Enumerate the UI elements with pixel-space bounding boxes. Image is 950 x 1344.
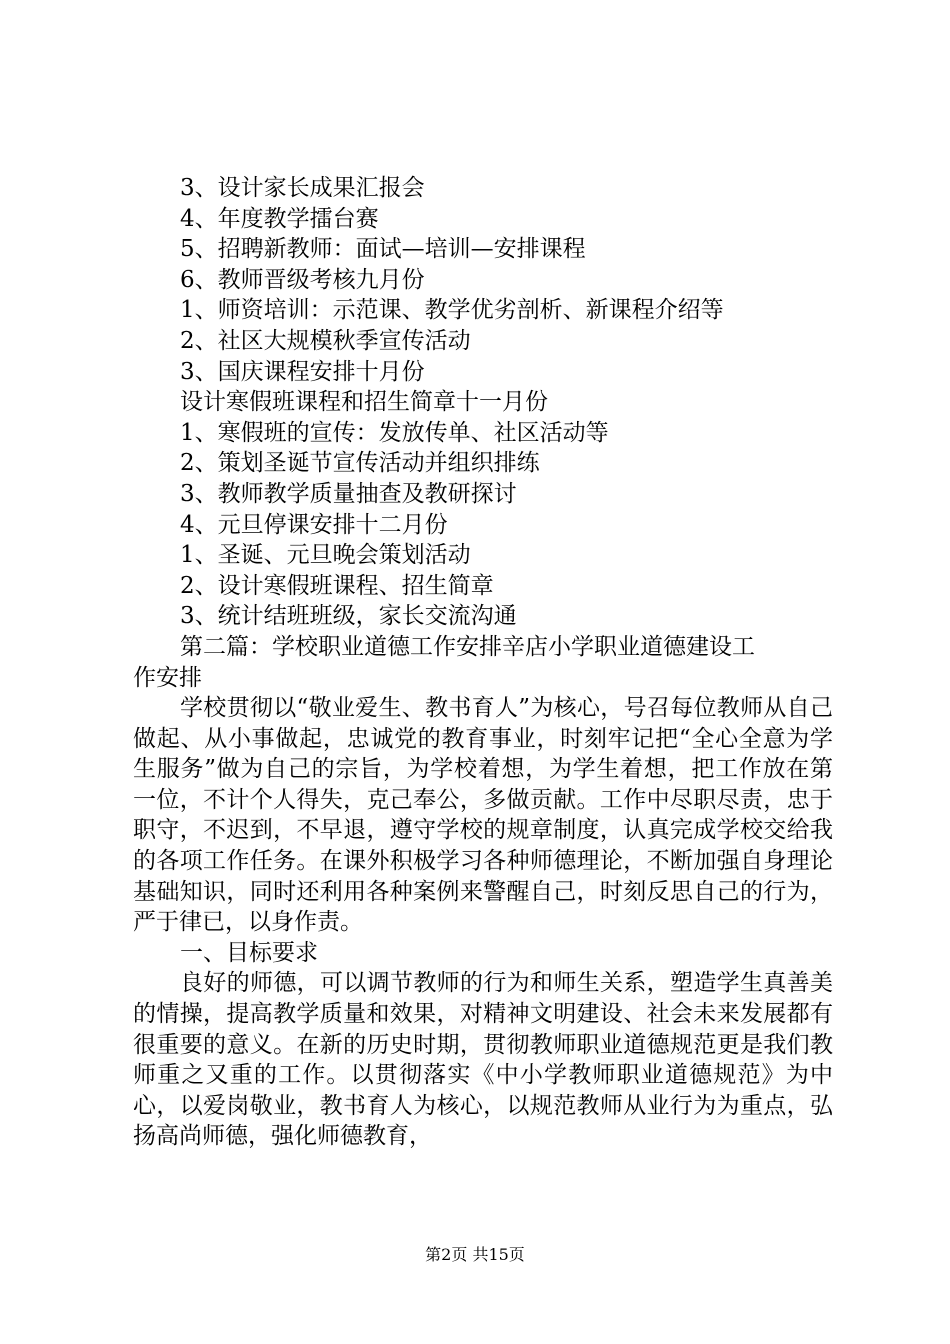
page-footer: 第2页 共15页 xyxy=(425,1245,525,1264)
list-item: 2、策划圣诞节宣传活动并组织排练 xyxy=(180,450,540,477)
paragraph: 学校贯彻以“敬业爱生、教书育人”为核心，号召每位教师从自己做起、从小事做起，忠诚党的教育事业，时刻牢记把“全心全意为学生服务”做为自己的宗旨，为学校着想，为学生着想，把工作放在第一位，不计个人得失，克己奉公，多做贡献。工作中尽职尽责，忠于职守，不迟到，不早退，遵守学校的规章制度，认真完成学校交给我的各项工作任务。在课外积极学习各种师德理论，不断加强自身理论基础知识，同时还利用各种案例来警醒自己，时刻反思自己的行为，严于律已，以身作责。 xyxy=(133,695,833,936)
list-item: 2、社区大规模秋季宣传活动 xyxy=(180,327,471,354)
list-item: 3、教师教学质量抽查及教研探讨 xyxy=(180,480,517,507)
list-item: 1、师资培训：示范课、教学优劣剖析、新课程介绍等 xyxy=(180,297,724,324)
list-item: 5、招聘新教师：面试—培训—安排课程 xyxy=(180,236,586,263)
list-item: 2、设计寒假班课程、招生简章 xyxy=(180,572,494,599)
paragraph: 良好的师德，可以调节教师的行为和师生关系，塑造学生真善美的情操，提高教学质量和效果，对精神文明建设、社会未来发展都有很重要的意义。在新的历史时期，贯彻教师职业道德规范更是我们教师重之又重的工作。以贯彻落实《中小学教师职业道德规范》为中心，以爱岗敬业，教书育人为核心，以规范教师从业行为为重点，弘扬高尚师德，强化师德教育， xyxy=(133,970,833,1150)
list-item: 1、寒假班的宣传：发放传单、社区活动等 xyxy=(180,419,609,446)
document-body xyxy=(133,173,833,1152)
list-item: 4、元旦停课安排十二月份 xyxy=(180,511,448,538)
list-item: 3、设计家长成果汇报会 xyxy=(180,175,425,201)
list-item: 设计寒假班课程和招生简章十一月份 xyxy=(180,389,548,416)
section-heading: 第二篇：学校职业道德工作安排辛店小学职业道德建设工 xyxy=(180,633,755,660)
list-item: 4、年度教学擂台赛 xyxy=(180,205,379,232)
subheading: 一、目标要求 xyxy=(180,939,318,966)
list-item: 6、教师晋级考核九月份 xyxy=(180,266,425,293)
list-item: 3、国庆课程安排十月份 xyxy=(180,358,425,385)
list-item: 3、统计结班班级，家长交流沟通 xyxy=(180,603,517,630)
list-item: 1、圣诞、元旦晚会策划活动 xyxy=(180,542,471,569)
section-heading-continued: 作安排 xyxy=(133,664,202,691)
